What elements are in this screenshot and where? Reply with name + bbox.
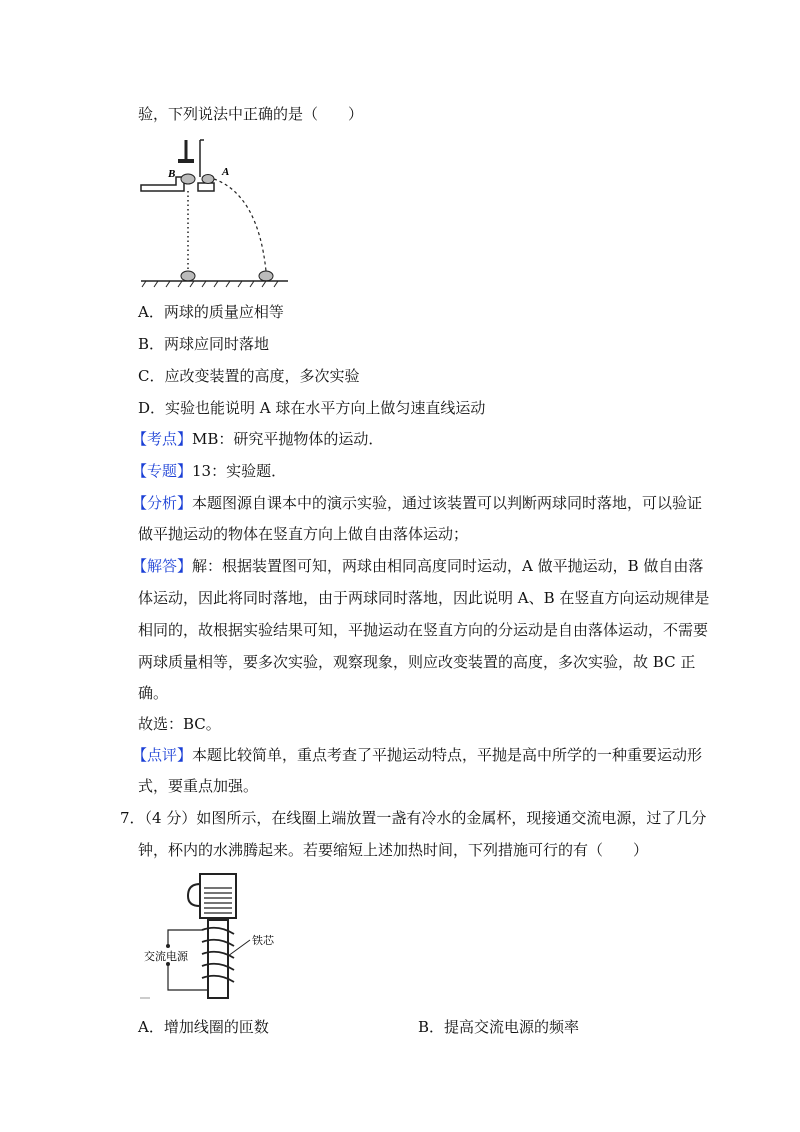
jieda-tag: 【解答】 [132,557,193,575]
dianping-text-1: 本题比较简单，重点考查了平抛运动特点，平抛是高中所学的一种重要运动形 [192,746,703,764]
zhuanti-tag: 【专题】 [132,462,193,480]
option-d: D．实验也能说明 A 球在水平方向上做匀速直线运动 [138,399,486,417]
projectile-apparatus-figure [138,135,298,290]
fenxi-line-2: 做平抛运动的物体在竖直方向上做自由落体运动； [138,525,469,543]
answer-line: 故选：BC。 [138,715,221,733]
label-ball-b: B [168,168,176,180]
kaodian-tag: 【考点】 [132,430,193,448]
fenxi-text-1: 本题图源自课本中的演示实验，通过该装置可以判断两球同时落地，可以验证 [192,494,703,512]
zhuanti-text: 13：实验题． [192,462,287,480]
dianping-line-2: 式，要重点加强。 [138,777,259,795]
zhuanti-line [132,461,286,481]
jieda-text-1: 解：根据装置图可知，两球由相同高度同时运动，A 做平抛运动，B 做自由落 [192,557,704,575]
jieda-line-5: 确。 [138,684,169,702]
q7-stem-line-1: 7．（4 分）如图所示，在线圈上端放置一盏有冷水的金属杯，现接通交流电源，过了几分 [120,809,707,827]
kaodian-line [132,429,383,449]
q7-option-a: A．增加线圈的匝数 [138,1018,269,1036]
option-a: A．两球的质量应相等 [138,303,284,321]
q7-stem-line-2: 钟，杯内的水沸腾起来。若要缩短上述加热时间，下列措施可行的有（ ） [138,841,649,859]
fenxi-line-1 [132,493,702,513]
option-b: B．两球应同时落地 [138,335,270,353]
label-ball-a: A [222,166,230,178]
q7-option-b: B．提高交流电源的频率 [418,1018,580,1036]
dianping-line-1 [132,745,702,765]
jieda-line-1 [132,556,703,576]
question-stem-end: 验，下列说法中正确的是（ ） [138,105,364,123]
fenxi-tag: 【分析】 [132,494,193,512]
option-c: C．应改变装置的高度，多次实验 [138,367,360,385]
induction-heating-figure [138,868,298,1003]
jieda-line-3: 相同的，故根据实验结果可知，平抛运动在竖直方向的分运动是自由落体运动，不需要 [138,621,709,639]
label-ac-source: 交流电源 [144,950,188,963]
jieda-line-2: 体运动，因此将同时落地，由于两球同时落地，因此说明 A、B 在竖直方向运动规律是 [138,589,710,607]
dianping-tag: 【点评】 [132,746,193,764]
kaodian-text: MB：研究平抛物体的运动． [192,430,384,448]
jieda-line-4: 两球质量相等，要多次实验，观察现象，则应改变装置的高度，多次实验，故 BC 正 [138,653,696,671]
label-iron-core: 铁芯 [252,934,274,947]
